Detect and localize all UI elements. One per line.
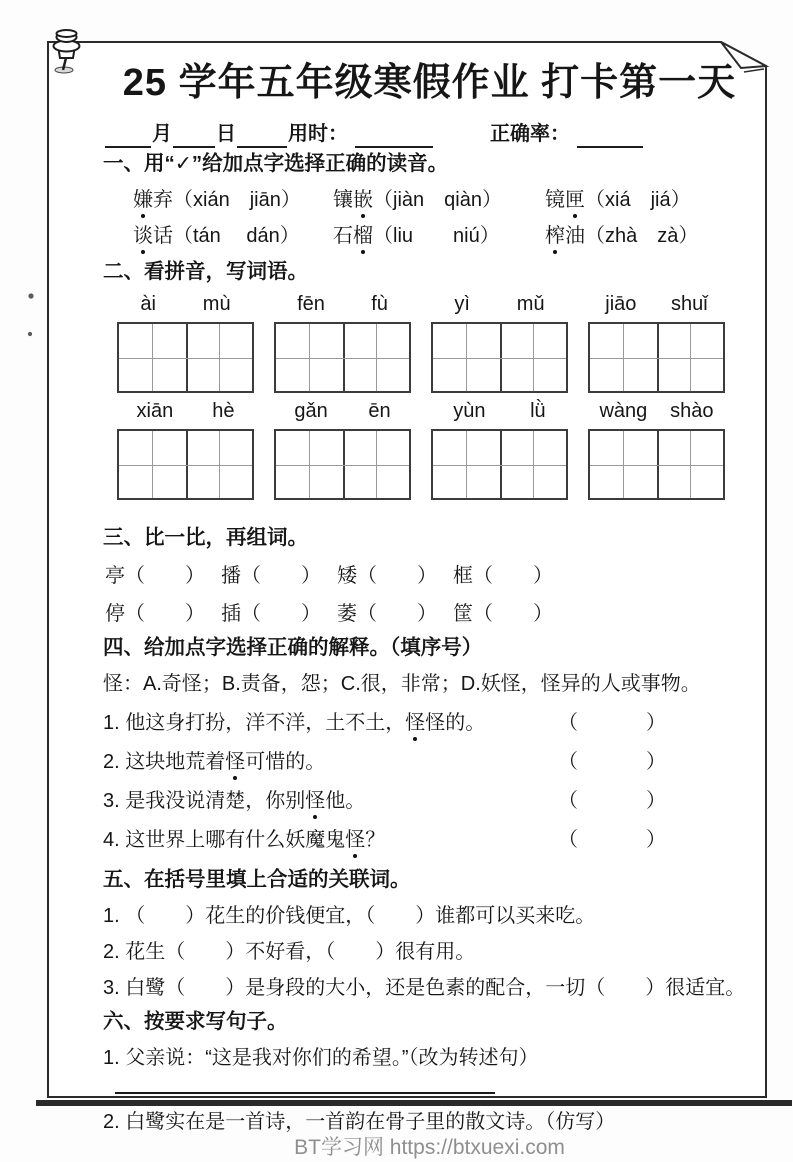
- question-item: 1. （ ）花生的价钱便宜，（ ）谁都可以买来吃。: [103, 905, 596, 927]
- pinyin-syllable: yùn: [453, 400, 486, 422]
- pinyin-pair: [117, 290, 254, 318]
- section5-heading: 五、在括号里填上合适的关联词。: [103, 868, 411, 891]
- text-segment: ？: [365, 829, 386, 851]
- pinyin-pair: [431, 290, 568, 318]
- answer-paren[interactable]: （ ）: [357, 565, 437, 587]
- pinyin-syllable: yì: [454, 293, 470, 315]
- grid-line: [119, 465, 252, 466]
- tianzige-block[interactable]: [117, 429, 254, 500]
- word-character: 油: [565, 225, 585, 247]
- compare-item: [221, 600, 321, 628]
- word-character: 石: [333, 225, 353, 247]
- question-text: [103, 787, 365, 815]
- question-item: 3. 白鹭（ ）是身段的大小，还是色素的配合，一切（ ）很适宜。: [103, 977, 746, 999]
- pinyin-syllable: jiāo: [605, 293, 637, 315]
- question-item: [103, 826, 756, 854]
- answer-paren[interactable]: （ ）: [558, 829, 668, 851]
- question-item: 2. 白鹭实在是一首诗，一首韵在骨子里的散文诗。（仿写）: [103, 1111, 616, 1133]
- answer-paren[interactable]: （ ）: [558, 790, 668, 812]
- question-text: [103, 826, 385, 854]
- compare-item: [337, 600, 437, 628]
- grid-line: [433, 465, 566, 466]
- date-time-line: [105, 120, 756, 148]
- text-segment: 他。: [325, 790, 366, 812]
- compare-row: [105, 600, 756, 628]
- day-blank[interactable]: [173, 124, 215, 148]
- section6-heading: 六、按要求写句子。: [103, 1010, 288, 1033]
- writing-grid-row: [117, 429, 756, 500]
- text-segment: 怪的。: [425, 712, 486, 734]
- text-segment: 4. 这世界上哪有什么妖魔鬼: [103, 829, 346, 851]
- reading-item: [333, 222, 545, 250]
- worksheet-title: 25 学年五年级寒假作业 打卡第一天: [122, 62, 737, 104]
- pinyin-syllable: mù: [202, 293, 231, 315]
- reading-item: [333, 186, 545, 214]
- pinyin-syllable: xiān: [136, 400, 174, 422]
- reading-item: [133, 186, 333, 214]
- reading-item: [133, 222, 333, 250]
- pinyin-pair: [274, 397, 411, 425]
- pinyin-syllable: wàng: [599, 400, 648, 422]
- tianzige-block[interactable]: [274, 322, 411, 393]
- tianzige-block[interactable]: [588, 429, 725, 500]
- answer-line[interactable]: [115, 1092, 495, 1094]
- time-label: 用时：: [288, 123, 348, 145]
- answer-paren[interactable]: （ ）: [473, 603, 553, 625]
- word-character: 话: [153, 225, 173, 247]
- pinyin-syllable: ài: [140, 293, 156, 315]
- base-character: 插: [221, 603, 241, 625]
- answer-paren[interactable]: （ ）: [241, 565, 321, 587]
- pinyin-syllable: shuǐ: [671, 293, 708, 315]
- section3-heading: 三、比一比，再组词。: [103, 526, 308, 549]
- answer-paren[interactable]: （ ）: [558, 751, 668, 773]
- section4-heading: 四、给加点字选择正确的解释。（填序号）: [103, 636, 483, 659]
- compare-item: [453, 562, 553, 590]
- compare-item: [453, 600, 553, 628]
- section1-reading-items: [103, 186, 756, 250]
- tianzige-block[interactable]: [588, 322, 725, 393]
- reading-item: [545, 222, 698, 250]
- section4-definitions: 怪：A.奇怪；B.责备，怨；C.很，非常；D.妖怪，怪异的人或事物。: [103, 673, 701, 695]
- section2-heading: 二、看拼音，写词语。: [103, 260, 308, 283]
- dotted-character: 榨: [545, 225, 565, 247]
- pinyin-options: （xián jiān）: [173, 189, 301, 211]
- dotted-character: 怪: [225, 751, 246, 773]
- pinyin-syllable: shào: [670, 400, 714, 422]
- pinyin-syllable: gǎn: [294, 400, 328, 422]
- grid-line: [590, 465, 723, 466]
- pinyin-options: （zhà zà）: [585, 225, 699, 247]
- section3-word-pairs: [103, 562, 756, 628]
- base-character: 筐: [453, 603, 473, 625]
- answer-paren[interactable]: （ ）: [473, 565, 553, 587]
- answer-paren[interactable]: （ ）: [125, 603, 205, 625]
- tianzige-block[interactable]: [117, 322, 254, 393]
- section5-questions: [103, 902, 756, 1002]
- pinyin-options: （xiá jiá）: [585, 189, 691, 211]
- dotted-character: 怪: [305, 790, 326, 812]
- base-character: 亭: [105, 565, 125, 587]
- dotted-character: 谈: [133, 225, 153, 247]
- month-blank[interactable]: [105, 124, 151, 148]
- month-label: 月: [152, 123, 172, 145]
- compare-row: [105, 562, 756, 590]
- base-character: 停: [105, 603, 125, 625]
- dotted-character: 怪: [345, 829, 366, 851]
- dotted-character: 嫌: [133, 189, 153, 211]
- pinyin-pair: [431, 397, 568, 425]
- answer-paren[interactable]: （ ）: [558, 712, 668, 734]
- grid-line: [276, 358, 409, 359]
- question-item: 2. 花生（ ）不好看，（ ）很有用。: [103, 941, 476, 963]
- base-character: 矮: [337, 565, 357, 587]
- question-item: [103, 709, 756, 737]
- grid-line: [433, 358, 566, 359]
- text-segment: 3. 是我没说清楚，你别: [103, 790, 306, 812]
- pinyin-pair: [274, 290, 411, 318]
- pinyin-row: [117, 290, 756, 318]
- base-character: 萎: [337, 603, 357, 625]
- dotted-character: 匣: [565, 189, 585, 211]
- scan-speck: [28, 293, 33, 298]
- text-segment: 1. 他这身打扮，洋不洋，土不土，: [103, 712, 406, 734]
- pinyin-row: [117, 397, 756, 425]
- tianzige-block[interactable]: [274, 429, 411, 500]
- grid-line: [590, 358, 723, 359]
- dotted-character: 怪: [405, 712, 426, 734]
- compare-item: [221, 562, 321, 590]
- word-character: 弃: [153, 189, 173, 211]
- section4-questions: [103, 709, 756, 854]
- pinyin-pair: [117, 397, 254, 425]
- page-content: [48, 42, 766, 1159]
- reading-row: [133, 186, 756, 214]
- scan-speck: [28, 332, 32, 336]
- writing-grid-row: [117, 322, 756, 393]
- dotted-character: 榴: [353, 225, 373, 247]
- time-blank[interactable]: [355, 124, 433, 148]
- question-text: [103, 748, 325, 776]
- answer-paren[interactable]: （ ）: [357, 603, 437, 625]
- tianzige-block[interactable]: [431, 322, 568, 393]
- dotted-character: 嵌: [353, 189, 373, 211]
- base-character: 框: [453, 565, 473, 587]
- base-character: 播: [221, 565, 241, 587]
- compare-item: [105, 562, 205, 590]
- pinyin-syllable: mǔ: [516, 293, 545, 315]
- pinyin-syllable: fēn: [297, 293, 325, 315]
- compare-item: [337, 562, 437, 590]
- pinyin-syllable: ēn: [368, 400, 391, 422]
- section2-pinyin-grids: [103, 290, 756, 500]
- grid-line: [119, 358, 252, 359]
- section1-heading: 一、用“✓”给加点字选择正确的读音。: [103, 152, 449, 175]
- word-character: 镶: [333, 189, 353, 211]
- section6-questions: [103, 1044, 756, 1136]
- pinyin-syllable: fù: [371, 293, 388, 315]
- pinyin-pair: [588, 397, 725, 425]
- question-item: 1. 父亲说：“这是我对你们的希望。”（改为转述句）: [103, 1047, 539, 1069]
- pinyin-syllable: lǜ: [530, 400, 546, 422]
- question-item: [103, 787, 756, 815]
- pinyin-pair: [588, 290, 725, 318]
- reading-item: [545, 186, 691, 214]
- question-text: [103, 709, 485, 737]
- pinyin-options: （jiàn qiàn）: [373, 189, 502, 211]
- pinyin-options: （liu niú）: [373, 225, 500, 247]
- pinyin-options: （tán dán）: [173, 225, 300, 247]
- answer-paren[interactable]: （ ）: [241, 603, 321, 625]
- text-segment: 可惜的。: [245, 751, 326, 773]
- text-segment: 2. 这块地荒着: [103, 751, 226, 773]
- grid-line: [276, 465, 409, 466]
- extra-blank[interactable]: [237, 124, 287, 148]
- accuracy-label: 正确率：: [490, 123, 570, 145]
- pinyin-syllable: hè: [212, 400, 235, 422]
- tianzige-block[interactable]: [431, 429, 568, 500]
- day-label: 日: [216, 123, 236, 145]
- accuracy-blank[interactable]: [577, 124, 643, 148]
- compare-item: [105, 600, 205, 628]
- question-item: [103, 748, 756, 776]
- reading-row: [133, 222, 756, 250]
- word-character: 镜: [545, 189, 565, 211]
- site-watermark: BT学习网 https://btxuexi.com: [294, 1136, 565, 1159]
- answer-paren[interactable]: （ ）: [125, 565, 205, 587]
